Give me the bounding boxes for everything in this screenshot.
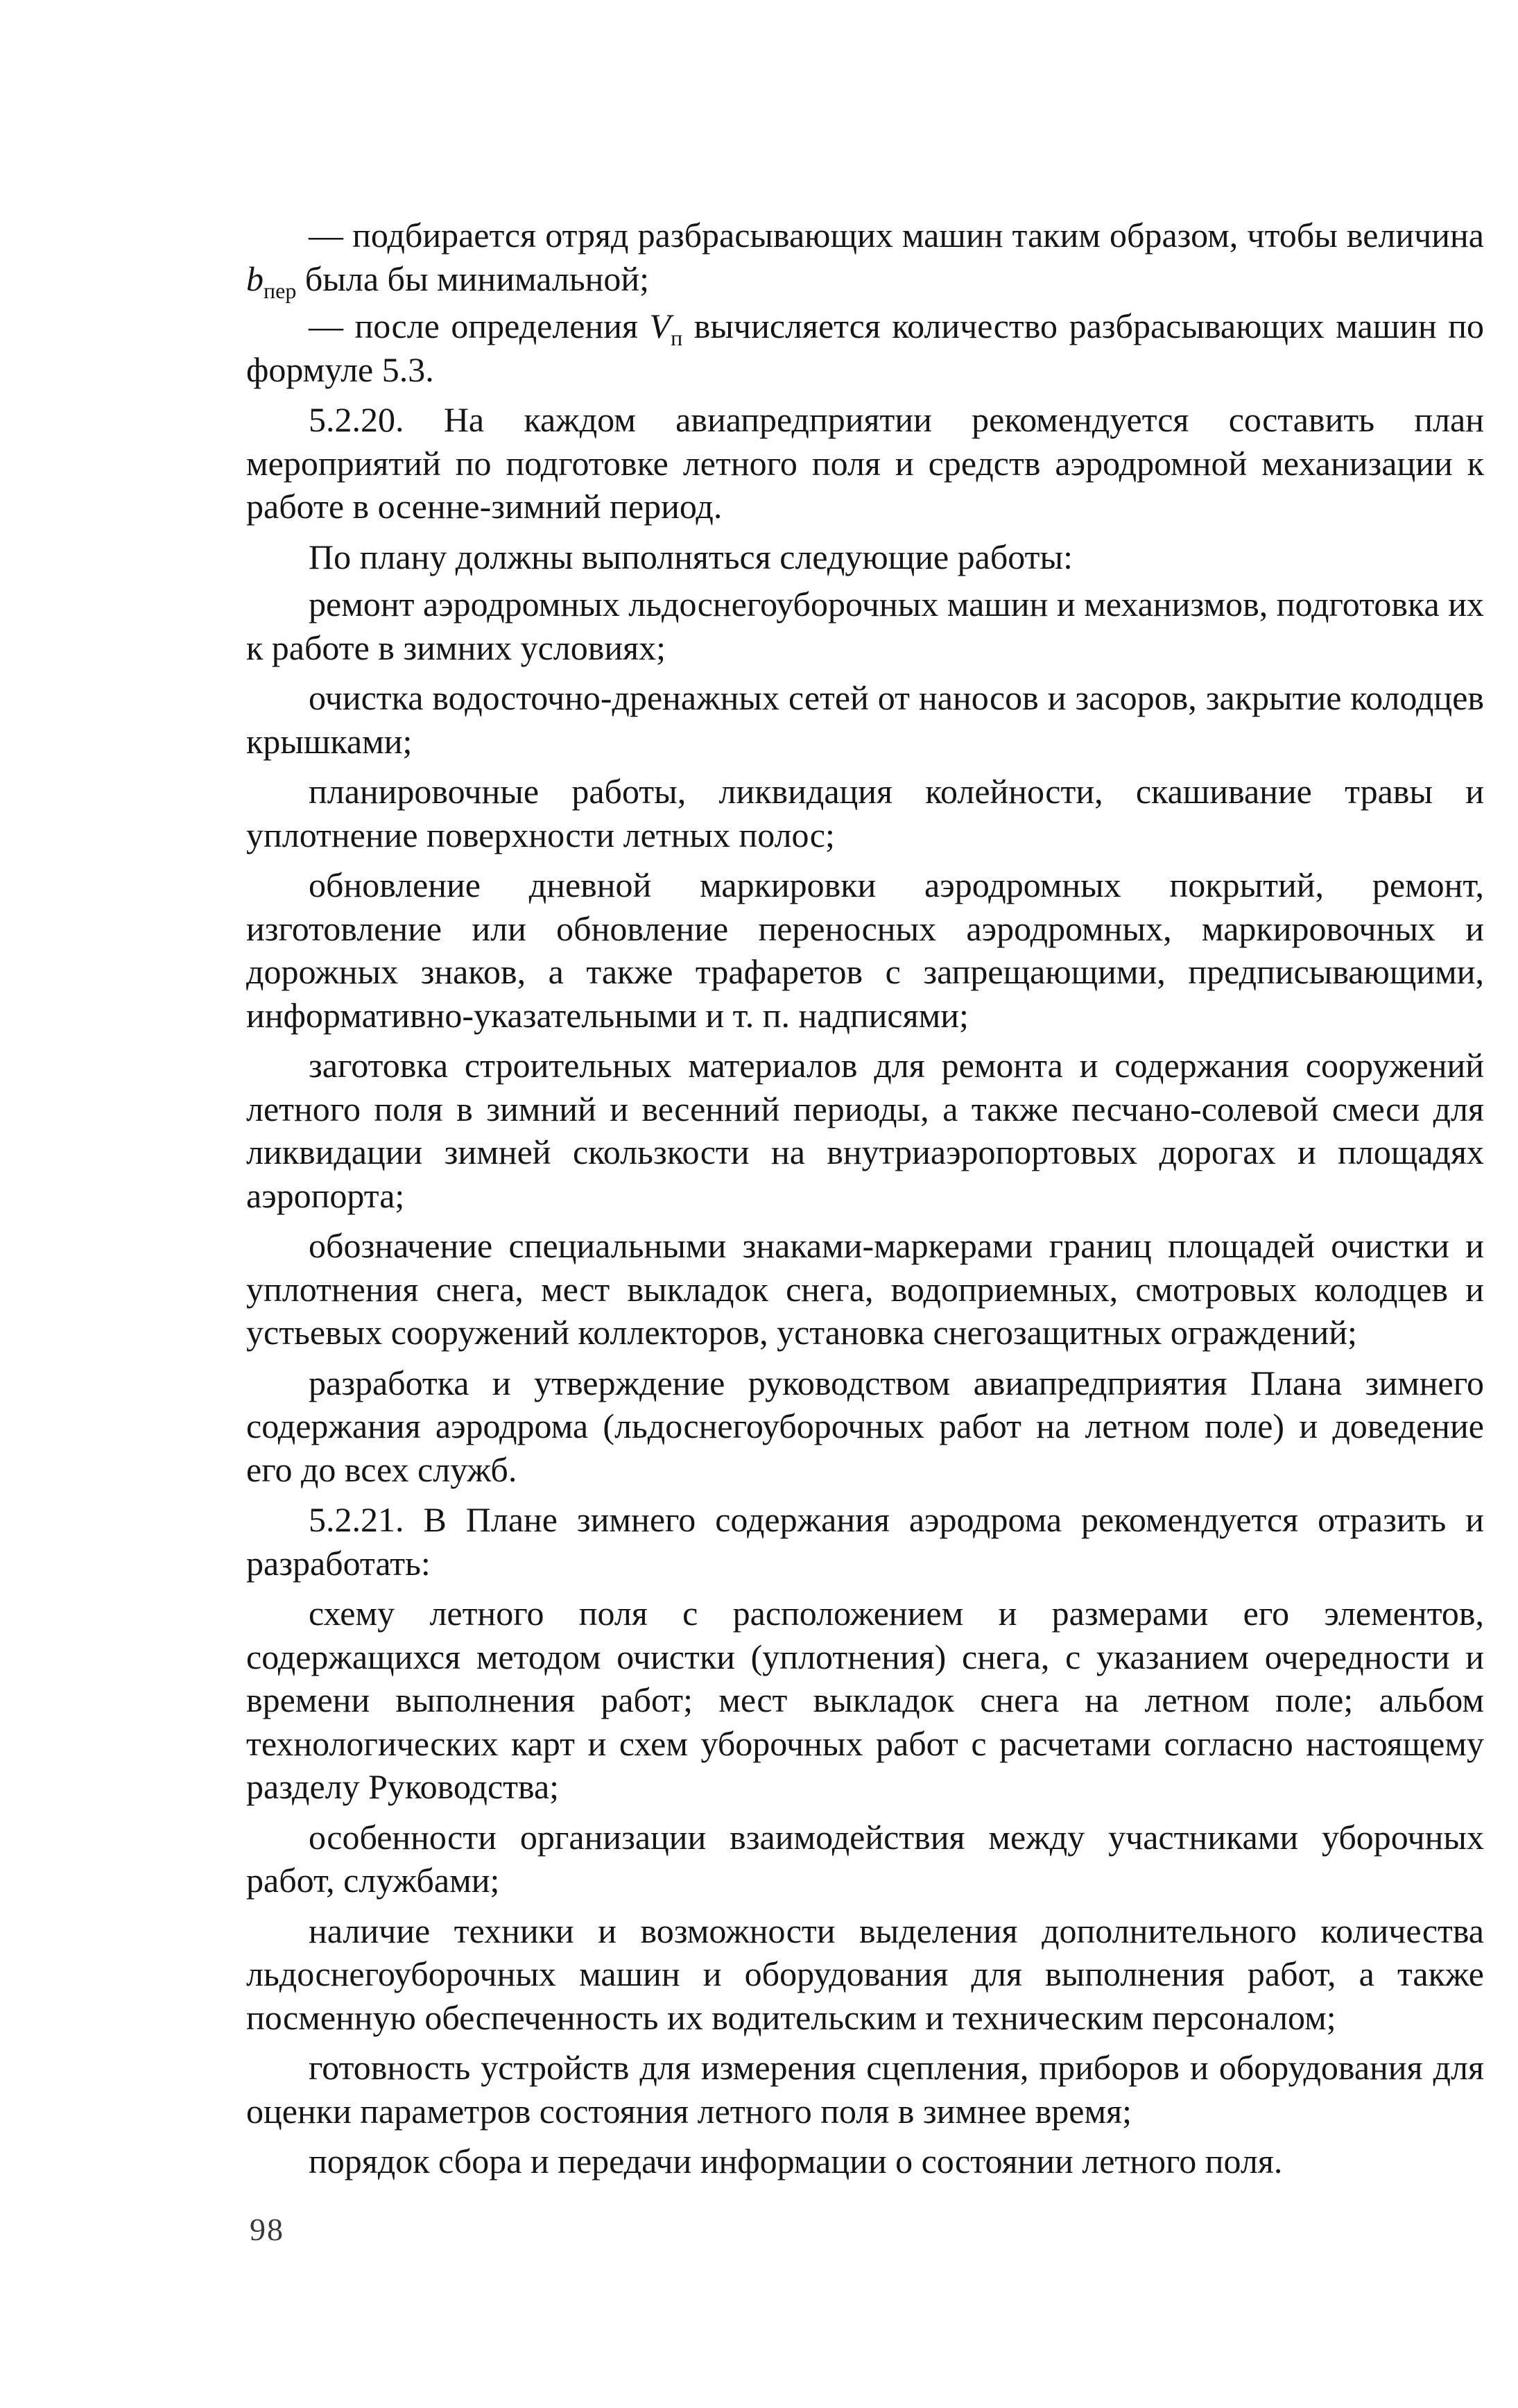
list-item-readiness: готовность устройств для измерения сцепления, приборов и оборудования для оценки параметров состояния летного поля в зимнее время;: [246, 2048, 1484, 2131]
list-item-scheme: схему летного поля с расположением и размерами его элементов, содержащихся методом очистки (уплотнения) снега, с указанием очередности и времени выполнения работ; мест выкладок снега на летном поле; альбом технологических карт и схем уборочных работ с расчетами согласно настоящему разделу Руководства;: [246, 1594, 1484, 1806]
list-item-drainage: очистка водосточно-дренажных сетей от наносов и засоров, закрытие колодцев крышками;: [246, 678, 1484, 761]
list-item-materials: заготовка строительных материалов для ремонта и содержания сооружений летного поля в зимний и весенний периоды, а также песчано-солевой смеси для ликвидации зимней скользкости на внутриаэропортовых дорогах и площадях аэропорта;: [246, 1046, 1484, 1215]
list-item-repair: ремонт аэродромных льдоснегоуборочных машин и механизмов, подготовка их к работе в зимних условиях;: [246, 585, 1484, 667]
paragraph-machine-count: — после определения $V_п$ вычисляется количество разбрасывающих машин по формуле 5.3.: [246, 307, 1485, 389]
paragraph-5-2-21: 5.2.21. В Плане зимнего содержания аэродрома рекомендуется отразить и разработать:: [246, 1500, 1484, 1583]
paragraph-selection-criterion: — подбирается отряд разбрасывающих машин таким образом, чтобы величина $b_{пер}$ была бы минимальной;: [246, 216, 1484, 303]
list-item-equipment: наличие техники и возможности выделения дополнительного количества льдоснегоуборочных машин и оборудования для выполнения работ, а также посменную обеспеченность их водительским и техническим персоналом;: [246, 1911, 1484, 2037]
document-body: [246, 214, 1484, 2190]
list-item-interaction: особенности организации взаимодействия между участниками уборочных работ, службами;: [246, 1817, 1484, 1900]
list-item-markers: обозначение специальными знаками-маркерами границ площадей очистки и уплотнения снега, мест выкладок снега, водоприемных, смотровых колодцев и устьевых сооружений коллекторов, установка снегозащитных ограждений;: [246, 1226, 1484, 1352]
list-item-planning: планировочные работы, ликвидация колейности, скашивание травы и уплотнение поверхности летных полос;: [246, 772, 1484, 854]
paragraph-works-intro: По плану должны выполняться следующие работы:: [309, 537, 1073, 576]
list-item-marking: обновление дневной маркировки аэродромных покрытий, ремонт, изготовление или обновление переносных аэродромных, маркировочных и дорожных знаков, а также трафаретов с запрещающими, предписывающими, информативно-указательными и т. п. надписями;: [246, 866, 1484, 1035]
page-number: 98: [250, 2212, 284, 2247]
list-item-plan: разработка и утверждение руководством авиапредприятия Плана зимнего содержания аэродрома (льдоснегоуборочных работ на летном поле) и доведение его до всех служб.: [246, 1363, 1484, 1489]
paragraph-5-2-20: 5.2.20. На каждом авиапредприятии рекомендуется составить план мероприятий по подготовке летного поля и средств аэродромной механизации к работе в осенне-зимний период.: [246, 400, 1484, 526]
list-item-information: порядок сбора и передачи информации о состоянии летного поля.: [309, 2142, 1283, 2181]
